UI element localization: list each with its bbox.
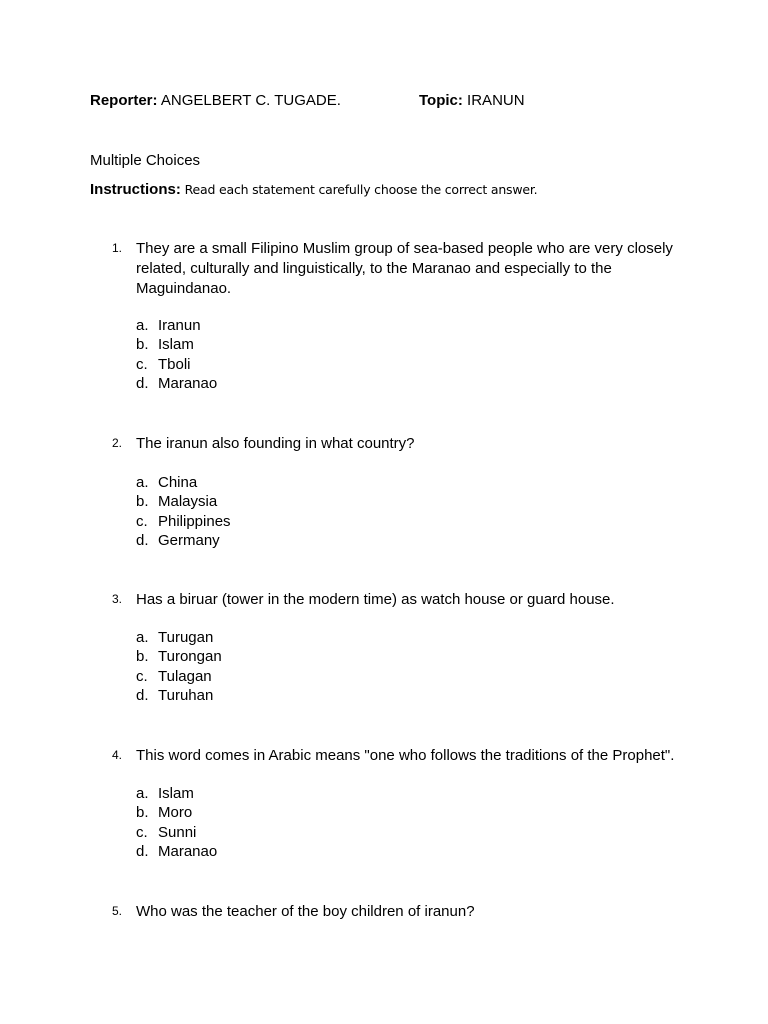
option-text: Moro — [158, 804, 193, 822]
question-3 — [112, 590, 692, 722]
option-letter: a. — [136, 317, 149, 334]
option-text: Maranao — [158, 843, 218, 861]
option-text: Turongan — [158, 648, 222, 666]
option-item — [136, 512, 692, 531]
instructions — [90, 181, 537, 199]
question-number: 3. — [112, 592, 123, 606]
option-item — [136, 686, 692, 705]
option-text: Malaysia — [158, 493, 218, 511]
option-item — [136, 492, 692, 511]
option-list — [136, 784, 692, 862]
option-text: Islam — [158, 336, 194, 354]
option-letter: c. — [136, 823, 148, 841]
reporter-line — [90, 92, 341, 109]
option-text: Tulagan — [158, 667, 212, 685]
option-letter: b. — [136, 336, 149, 354]
question-number: 5. — [112, 904, 123, 918]
option-text: Philippines — [158, 512, 231, 530]
option-text: Germany — [158, 532, 220, 550]
option-item — [136, 823, 692, 842]
option-letter: a. — [136, 785, 149, 802]
instructions-label: Instructions: — [90, 181, 181, 198]
option-letter: c. — [136, 512, 148, 530]
topic-line — [419, 92, 525, 109]
option-item — [136, 473, 692, 492]
option-list — [136, 316, 692, 394]
option-letter: a. — [136, 629, 149, 646]
question-2 — [112, 434, 692, 567]
question-number: 4. — [112, 748, 123, 762]
option-text: Islam — [158, 785, 194, 802]
option-letter: d. — [136, 687, 149, 705]
option-text: Sunni — [158, 823, 197, 841]
question-4 — [112, 746, 692, 878]
question-text: Has a biruar (tower in the modern time) as watch house or guard house. — [136, 591, 615, 608]
question-number: 1. — [112, 241, 123, 255]
option-letter: c. — [136, 355, 148, 373]
option-item — [136, 647, 692, 666]
option-item — [136, 667, 692, 686]
option-letter: d. — [136, 843, 149, 861]
question-5 — [112, 902, 692, 922]
option-letter: c. — [136, 667, 148, 685]
option-text: Turugan — [158, 629, 214, 646]
option-letter: b. — [136, 804, 149, 822]
section-title: Multiple Choices — [90, 152, 201, 169]
option-text: China — [158, 474, 198, 491]
option-item — [136, 842, 692, 861]
option-item — [136, 803, 692, 822]
option-letter: b. — [136, 493, 149, 511]
option-item — [136, 784, 692, 803]
question-text: Who was the teacher of the boy children of iranun? — [136, 903, 475, 920]
option-list — [136, 628, 692, 706]
option-item — [136, 335, 692, 354]
question-text: They are a small Filipino Muslim group of sea-based people who are very closely related, culturally and linguistically, to the Maranao and especially to the Maguindanao. — [136, 240, 673, 297]
topic-label: Topic: — [419, 92, 463, 109]
topic-value: IRANUN — [462, 92, 525, 109]
reporter-value: ANGELBERT C. TUGADE. — [157, 92, 341, 109]
option-item — [136, 316, 692, 335]
question-number: 2. — [112, 436, 123, 450]
option-list — [136, 473, 692, 551]
option-letter: d. — [136, 532, 149, 550]
option-text: Turuhan — [158, 687, 214, 705]
option-text: Maranao — [158, 375, 218, 393]
option-item — [136, 531, 692, 550]
option-item — [136, 374, 692, 393]
option-letter: b. — [136, 648, 149, 666]
option-text: Iranun — [158, 317, 201, 334]
option-item — [136, 628, 692, 647]
instructions-text: Read each statement carefully choose the correct answer. — [180, 182, 538, 197]
question-1 — [112, 239, 692, 410]
option-letter: a. — [136, 474, 149, 491]
option-letter: d. — [136, 375, 149, 393]
option-text: Tboli — [158, 355, 191, 373]
reporter-label: Reporter: — [90, 92, 158, 109]
option-item — [136, 355, 692, 374]
question-text: This word comes in Arabic means "one who follows the traditions of the Prophet". — [136, 747, 675, 764]
question-text: The iranun also founding in what country? — [136, 435, 415, 452]
